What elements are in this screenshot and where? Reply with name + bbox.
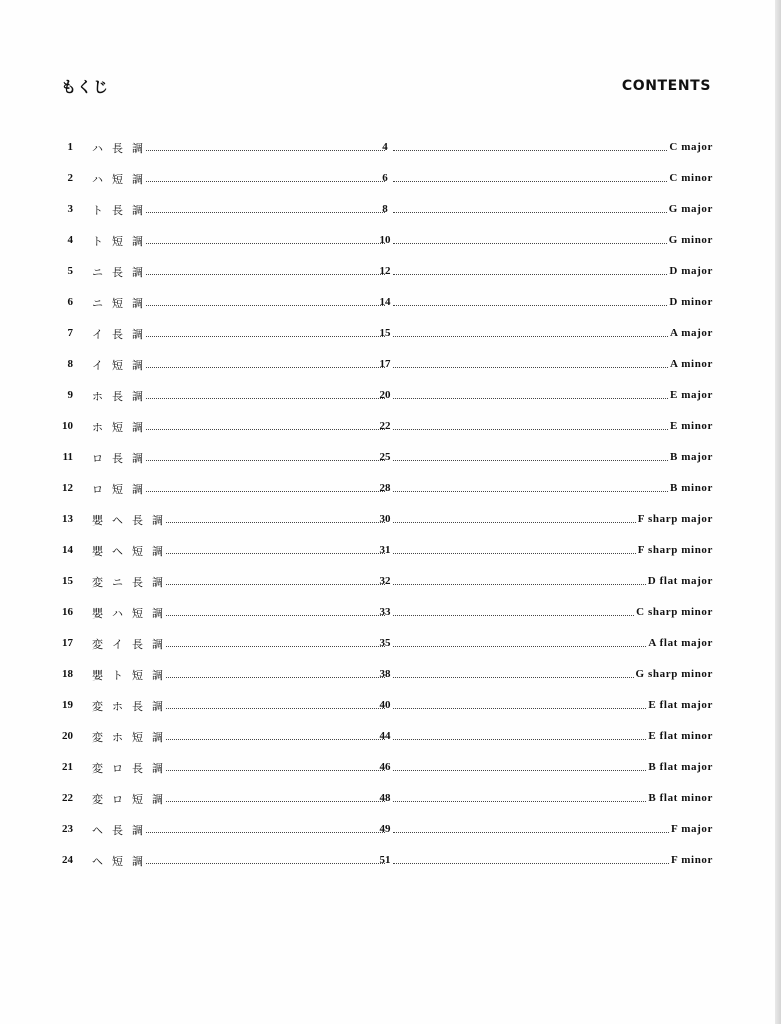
leader-dots — [393, 553, 636, 554]
leader-dots — [146, 336, 385, 337]
toc-entry[interactable] — [0, 696, 781, 727]
entry-japanese-key: 変ホ短調 — [92, 731, 172, 744]
entry-page-number: 51 — [379, 854, 391, 866]
leader-dots — [166, 615, 385, 616]
leader-dots — [393, 646, 646, 647]
entry-number: 17 — [62, 637, 73, 649]
toc-entry[interactable] — [0, 541, 781, 572]
entry-english-key: C sharp minor — [636, 606, 713, 618]
entry-japanese-key: ト長調 — [92, 204, 152, 217]
leader-dots — [393, 367, 668, 368]
leader-dots — [146, 863, 385, 864]
entry-japanese-key: 変イ長調 — [92, 638, 172, 651]
entry-english-key: F major — [671, 823, 713, 835]
entry-english-key: E major — [670, 389, 713, 401]
leader-dots — [166, 646, 385, 647]
leader-dots — [393, 181, 667, 182]
entry-japanese-key: ホ短調 — [92, 421, 152, 434]
entry-english-key: C major — [669, 141, 713, 153]
leader-dots — [146, 274, 385, 275]
entry-page-number: 31 — [379, 544, 391, 556]
entry-japanese-key: ハ短調 — [92, 173, 152, 186]
entry-number: 19 — [62, 699, 73, 711]
entry-english-key: D flat major — [647, 575, 713, 587]
leader-dots — [146, 305, 385, 306]
leader-dots — [166, 801, 385, 802]
entry-japanese-key: 嬰ヘ長調 — [92, 514, 172, 527]
entry-english-key: C minor — [669, 172, 713, 184]
leader-dots — [393, 429, 668, 430]
leader-dots — [166, 739, 385, 740]
entry-english-key: G sharp minor — [635, 668, 713, 680]
toc-entry[interactable] — [0, 851, 781, 882]
leader-dots — [146, 181, 385, 182]
leader-dots — [146, 150, 385, 151]
entry-english-key: F minor — [671, 854, 713, 866]
leader-dots — [393, 832, 669, 833]
table-of-contents — [0, 138, 781, 882]
entry-japanese-key: ホ長調 — [92, 390, 152, 403]
entry-number: 18 — [62, 668, 73, 680]
entry-japanese-key: ヘ長調 — [92, 824, 152, 837]
leader-dots — [393, 491, 668, 492]
toc-entry[interactable] — [0, 324, 781, 355]
entry-page-number: 38 — [379, 668, 391, 680]
toc-entry[interactable] — [0, 727, 781, 758]
entry-number: 8 — [67, 358, 73, 370]
contents-title-english: CONTENTS — [621, 78, 711, 94]
leader-dots — [393, 305, 667, 306]
entry-japanese-key: ハ長調 — [92, 142, 152, 155]
entry-page-number: 40 — [379, 699, 391, 711]
leader-dots — [146, 460, 385, 461]
toc-entry[interactable] — [0, 603, 781, 634]
entry-japanese-key: 変ロ長調 — [92, 762, 172, 775]
leader-dots — [393, 243, 667, 244]
entry-english-key: B flat minor — [648, 792, 713, 804]
leader-dots — [393, 522, 636, 523]
toc-entry[interactable] — [0, 386, 781, 417]
leader-dots — [393, 398, 668, 399]
toc-entry[interactable] — [0, 262, 781, 293]
toc-entry[interactable] — [0, 355, 781, 386]
entry-page-number: 49 — [379, 823, 391, 835]
leader-dots — [393, 584, 646, 585]
entry-number: 13 — [62, 513, 73, 525]
entry-page-number: 6 — [382, 172, 388, 184]
entry-number: 10 — [62, 420, 73, 432]
leader-dots — [146, 429, 385, 430]
toc-entry[interactable] — [0, 634, 781, 665]
entry-number: 12 — [62, 482, 73, 494]
entry-english-key: B flat major — [648, 761, 713, 773]
entry-japanese-key: 変ニ長調 — [92, 576, 172, 589]
entry-number: 23 — [62, 823, 73, 835]
toc-entry[interactable] — [0, 169, 781, 200]
entry-number: 7 — [67, 327, 73, 339]
entry-number: 11 — [62, 451, 73, 463]
toc-entry[interactable] — [0, 417, 781, 448]
entry-japanese-key: 変ロ短調 — [92, 793, 172, 806]
leader-dots — [393, 801, 646, 802]
entry-page-number: 20 — [379, 389, 391, 401]
entry-page-number: 46 — [379, 761, 391, 773]
leader-dots — [166, 770, 385, 771]
leader-dots — [166, 708, 385, 709]
entry-page-number: 22 — [379, 420, 391, 432]
entry-number: 14 — [62, 544, 73, 556]
entry-japanese-key: 嬰ト短調 — [92, 669, 172, 682]
entry-japanese-key: ロ短調 — [92, 483, 152, 496]
leader-dots — [393, 677, 634, 678]
entry-number: 3 — [67, 203, 73, 215]
toc-entry[interactable] — [0, 479, 781, 510]
entry-english-key: E flat major — [648, 699, 713, 711]
entry-japanese-key: 嬰ハ短調 — [92, 607, 172, 620]
leader-dots — [393, 150, 667, 151]
toc-entry[interactable] — [0, 138, 781, 169]
entry-number: 16 — [62, 606, 73, 618]
leader-dots — [146, 212, 385, 213]
toc-entry[interactable] — [0, 510, 781, 541]
toc-entry[interactable] — [0, 820, 781, 851]
entry-number: 4 — [67, 234, 73, 246]
entry-number: 15 — [62, 575, 73, 587]
entry-japanese-key: ロ長調 — [92, 452, 152, 465]
toc-entry[interactable] — [0, 293, 781, 324]
leader-dots — [393, 274, 667, 275]
entry-page-number: 25 — [379, 451, 391, 463]
leader-dots — [393, 336, 668, 337]
entry-english-key: A minor — [669, 358, 713, 370]
entry-page-number: 32 — [379, 575, 391, 587]
entry-number: 24 — [62, 854, 73, 866]
entry-number: 20 — [62, 730, 73, 742]
entry-japanese-key: ヘ短調 — [92, 855, 152, 868]
entry-english-key: F sharp minor — [637, 544, 713, 556]
entry-page-number: 30 — [379, 513, 391, 525]
entry-page-number: 28 — [379, 482, 391, 494]
entry-number: 2 — [67, 172, 73, 184]
leader-dots — [393, 739, 646, 740]
entry-japanese-key: ト短調 — [92, 235, 152, 248]
entry-english-key: E flat minor — [648, 730, 713, 742]
entry-page-number: 35 — [379, 637, 391, 649]
contents-title-japanese: もくじ — [61, 78, 110, 96]
leader-dots — [166, 553, 385, 554]
entry-japanese-key: イ短調 — [92, 359, 152, 372]
entry-number: 9 — [67, 389, 73, 401]
toc-entry[interactable] — [0, 789, 781, 820]
entry-number: 1 — [67, 141, 73, 153]
leader-dots — [393, 460, 668, 461]
leader-dots — [166, 677, 385, 678]
leader-dots — [393, 615, 634, 616]
entry-number: 21 — [62, 761, 73, 773]
entry-number: 5 — [67, 265, 73, 277]
entry-number: 22 — [62, 792, 73, 804]
entry-japanese-key: 嬰ヘ短調 — [92, 545, 172, 558]
entry-number: 6 — [67, 296, 73, 308]
entry-page-number: 14 — [379, 296, 391, 308]
toc-entry[interactable] — [0, 665, 781, 696]
leader-dots — [166, 522, 385, 523]
entry-page-number: 4 — [382, 141, 388, 153]
leader-dots — [146, 832, 385, 833]
entry-page-number: 48 — [379, 792, 391, 804]
entry-japanese-key: 変ホ長調 — [92, 700, 172, 713]
leader-dots — [146, 243, 385, 244]
toc-entry[interactable] — [0, 448, 781, 479]
entry-japanese-key: ニ長調 — [92, 266, 152, 279]
leader-dots — [393, 212, 667, 213]
leader-dots — [393, 708, 646, 709]
entry-page-number: 44 — [379, 730, 391, 742]
entry-english-key: D minor — [669, 296, 713, 308]
entry-english-key: G major — [668, 203, 713, 215]
toc-entry[interactable] — [0, 200, 781, 231]
entry-page-number: 10 — [379, 234, 391, 246]
entry-english-key: G minor — [668, 234, 713, 246]
entry-english-key: D major — [669, 265, 713, 277]
leader-dots — [393, 770, 646, 771]
entry-english-key: B minor — [669, 482, 713, 494]
entry-page-number: 15 — [379, 327, 391, 339]
entry-page-number: 8 — [382, 203, 388, 215]
leader-dots — [166, 584, 385, 585]
entry-english-key: A major — [670, 327, 713, 339]
entry-english-key: B major — [670, 451, 713, 463]
leader-dots — [146, 491, 385, 492]
entry-english-key: E minor — [669, 420, 713, 432]
leader-dots — [146, 398, 385, 399]
leader-dots — [146, 367, 385, 368]
entry-english-key: A flat major — [648, 637, 713, 649]
toc-entry[interactable] — [0, 758, 781, 789]
entry-page-number: 12 — [379, 265, 391, 277]
entry-japanese-key: イ長調 — [92, 328, 152, 341]
leader-dots — [393, 863, 669, 864]
entry-english-key: F sharp major — [637, 513, 713, 525]
entry-page-number: 17 — [379, 358, 391, 370]
entry-page-number: 33 — [379, 606, 391, 618]
toc-entry[interactable] — [0, 231, 781, 262]
toc-entry[interactable] — [0, 572, 781, 603]
entry-japanese-key: ニ短調 — [92, 297, 152, 310]
